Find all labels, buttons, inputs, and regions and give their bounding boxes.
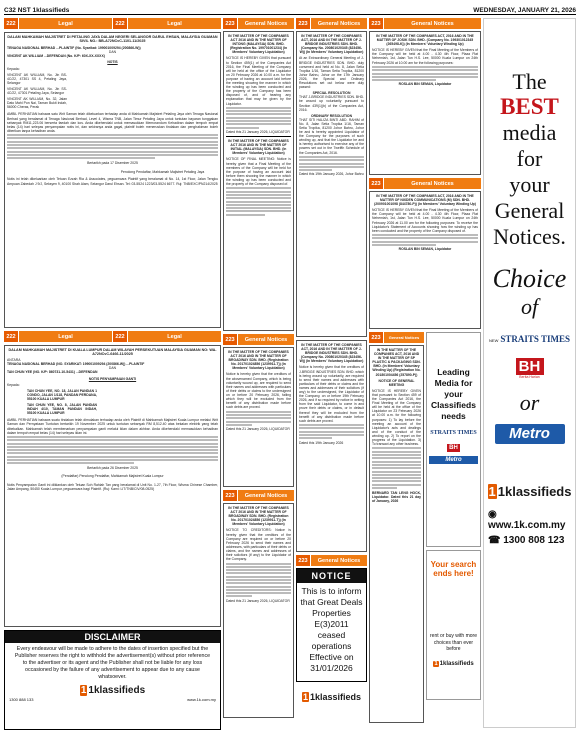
legal-column-2 [113, 18, 221, 32]
promo-notices: Notices. [493, 224, 566, 249]
legal-band-4 [113, 331, 221, 342]
notice-ad [296, 340, 367, 552]
band-label: General Notices [384, 178, 481, 189]
dan: DAN [108, 366, 117, 371]
address-2: VINCENT AK WILLIAM, No. Jln SS-4C/22, 47301 Petaling Jaya, Selangor [7, 86, 67, 96]
general-column-5 [369, 18, 481, 728]
logo-text: 1klassifieds [309, 692, 362, 702]
promo-media: media [502, 120, 557, 145]
band-label: General Notices [384, 332, 424, 343]
band-label: General Notices [238, 18, 294, 29]
plaintiff: TENAGA NASIONAL BERHAD ...PLAINTIF (No. Syarikat: 199001009294 (200866-W)) [7, 46, 141, 51]
general-band [223, 334, 294, 345]
phone-icon: ☎ [488, 535, 504, 546]
notice-title: IN THE MATTER OF THE COMPANIES ACT, 2016 AND IN THE MATTER OF SP PLASTIC & PACKAGING SDN. BHD. (In Members' Voluntary Winding Up) (Registration No. 201801004456 (257890-P)) [372, 348, 421, 377]
resolution-body: THAT SITI HALIZA BINTI ABD. RAHIM of No. 8, Jalan Setia Tropika 1/16, Taman Setia Tropika, 81200 Johor Bahru, Johor be and is hereby appointed Liquidator of the Company for the purposes of such winding up, and that the Liquidator be and is hereby authorised to exercise any of the powers set out in the Twelfth Schedule of the Companies Act, 2016. [299, 117, 364, 155]
header-right: WEDNESDAY, JANUARY 21, 2026 [473, 7, 576, 14]
notice-ad [369, 191, 481, 329]
plaintiff: TENAGA NASIONAL BERHAD (NO. SYARIKAT: 199001009294 (200866-W)) ...PLAINTIF [7, 362, 145, 367]
notice-sign: Dated this 21 January 2026, LIQUIDATOR [226, 427, 290, 432]
notice-body: NOTICE IS HEREBY GIVEN that pursuant to Section 459(1) of the Companies Act 2016, the Final Meeting of the Company will be held at the office of the Liquidator on 20 February 2026 at 10.00 a.m. for the purpose of having an account laid before the meeting showing the manner in which the winding up has been conducted and the property of the Company has been disposed of, and of hearing any explanation that may be given by the Liquidator. [226, 56, 291, 106]
notice-title: IN THE MATTER OF THE COMPANIES ACT 2016 AND IN THE MATTER OF BROADWAY SDN. BHD. (Registration No. 201701024856 (1239911-T)) (In Members' Voluntary Liquidation) [228, 350, 289, 371]
promo-or: or [519, 390, 540, 415]
legal-band-2 [113, 18, 221, 29]
globe-icon: ◉ [488, 509, 497, 520]
general-column-3 [223, 18, 294, 728]
body-continued [226, 411, 291, 426]
general-band [369, 332, 424, 343]
notice-title: IN THE MATTER OF THE COMPANIES ACT, 2016 AND IN THE MATTER OF J-BRIDGE INDUSTRIES SDN. BHD. (Company No. 200801020345 (823456-W)) (In Members' Voluntary Liquidation) [299, 34, 364, 55]
column-logo: 1 1klassifieds [302, 692, 362, 702]
notice-title: IN THE MATTER OF THE COMPANIES ACT 2016 AND IN THE MATTER OF INTONG (MALAYSIA) SDN. BHD. (Registration No. 199701001234) (In Members' Voluntary Liquidation) [228, 34, 289, 55]
best-media-promo [483, 18, 576, 728]
legal-date: Bertarikh pada 17 Disember 2025 [87, 161, 138, 166]
st-name: STRAITS TIMES [500, 334, 570, 344]
band-label: General Notices [311, 18, 367, 29]
notice-ad [223, 31, 294, 331]
notice-body: Notice is hereby given that the creditors of J-BRIDGE INDUSTRIES SDN. BHD. which is being wound up voluntarily, are required to send their names and addresses with particulars of their debts or claims and the names and addresses of their solicitors (if any) to the undersigned, the Liquidator of the Company, on or before 19th February 2026, and if so required by notice in writing from the said Liquidator, to come in and prove their debts or claims, or in default thereof they will be excluded from the benefit of any distribution made before such debts are proved. [299, 365, 364, 423]
notice-body: NOTICE IS HEREBY GIVEN that pursuant to Section 459 of the Companies Act 2016, the Final Meeting of the Company will be held at the office of the Liquidator on 23 February 2026 at 10.00 a.m. for the following purposes: 1) To lay before the meeting an account of the Liquidator's acts and dealings and of the conduct of the winding up. 2) To report on the progress of the Liquidation. 3) To transact any other business. [372, 388, 421, 447]
legal-ad-title: DALAM MAHKAMAH MAJISTRET DI PETALING JAYA DALAM NEGERI SELANGOR DARUL EHSAN, MALAYSIA GUAMAN SIVIL NO.: BB-A72NCvC-1101-11/2025 [7, 35, 218, 44]
metro-logo-big: Metro [495, 424, 565, 444]
notice-ad [369, 31, 481, 175]
band-number: 222 [113, 18, 127, 29]
general-band [223, 18, 294, 29]
defendant: VINCENT AK WILLIAM ...DEFENDAN (No. K/P: 60X-XX-XXXX) [7, 54, 105, 59]
band-number: 223 [296, 18, 310, 29]
legal-footer: Notis Penyampaian Ganti ini diiklankan oleh Tetuan Soh Rahlah Tan yang beralamat di Unit No. 1-27, 7th Floor, Wisma Chinese Chamber, Jalan Ampang, 50450 Kuala Lumpur, peguamcara bagi Plaintif. (Ruj: Kami: LIT/TNB/CIV/08-0525) [7, 482, 218, 491]
metro-logo: Metro [429, 456, 478, 464]
notice-title: IN THE MATTER OF THE COMPANIES ACT 2016 AND IN THE MATTER OF INITIAL (MALAYSIA) SDN. BHD. (In Members' Voluntary Liquidation) [228, 139, 289, 156]
body-continued [7, 436, 218, 464]
registrar: (Pendaftar) Penolong Pendaftar, Mahkamah Majistret Kuala Lumpur [61, 474, 164, 479]
kepada: Kepada: [7, 66, 20, 71]
promo-general: General [494, 198, 565, 223]
notice-ad [296, 31, 367, 337]
legal-band-3 [4, 331, 112, 342]
notice-sign: Dated this 19th January 2026 [299, 440, 344, 445]
legal-body: AMBIL PERHATIAN bahawa satu Writ Saman telah dikeluarkan terhadap anda di Mahkamah Majistret Petaling Jaya oleh Tenaga Nasional Berhad yang beralamat di Tenaga Nasional Berhad, Level 4, Wisma TNB, Jalan Timur Petaling Jaya untuk tuntutan bayaran tunggakan sebanyak RM11,223.06 berserta faedah dan kos. Anda dikehendaki untuk memasukkan Memorandum Kehadiran dalam tempoh empat belas (14) hari selepas penyampaian notis ini, dan sekiranya anda gagal, plaintif boleh meneruskan tindakan dan penghakiman boleh diberikan tanpa kehadiran anda. [7, 112, 218, 133]
legal-date: Bertarikh pada 26 Disember 2025 [87, 466, 138, 471]
straits-times-logo [484, 334, 575, 344]
band-number: 223 [369, 178, 383, 189]
body-continued [299, 156, 364, 171]
registrar: Penolong Pendaftar, Mahkamah Majistret Petaling Jaya [120, 170, 205, 175]
general-band [369, 18, 481, 29]
disclaimer-contacts [5, 697, 220, 702]
body-continued [226, 187, 291, 215]
address-1: TAN CHUN YEE, NO. 18, JALAN PANDAN 1 CONDO, JALAN 1/118, PANDAN PERDANA, 55100 KUALA LUMPUR [27, 388, 97, 401]
legal-ad-2 [4, 345, 221, 627]
promo-your: your [509, 172, 550, 197]
general-band [223, 490, 294, 501]
band-label: General Notices [311, 555, 367, 566]
band-number: 223 [296, 555, 310, 566]
notice-sign: ROSLAN BIN SEMAN, Liquidator [398, 247, 452, 252]
notice-sign: BERNARD TAN LENG HOCK, Liquidator. Dated this 21 day of January, 2026 [372, 491, 421, 504]
body-continued [299, 424, 364, 439]
promo-phone[interactable] [484, 535, 575, 546]
general-band [369, 178, 481, 189]
promo-choice: Choice [492, 264, 567, 293]
promo-web[interactable] [484, 509, 575, 531]
body-continued [7, 134, 218, 159]
notis-heading: NOTIS [107, 60, 118, 65]
band-number: 222 [113, 331, 127, 342]
resolution-body: THAT J-BRIDGE INDUSTRIES SDN. BHD. be wound up voluntarily pursuant to Section 439(1)(b) of the Companies Act, 2016. [299, 95, 364, 112]
new-label: NEW [489, 338, 499, 343]
split-right [426, 332, 481, 726]
promo-logo: 1 1klassifieds [488, 484, 572, 499]
header-left: C32 NST 1klassifieds [4, 7, 70, 14]
split-area [369, 332, 481, 726]
notice-title: IN THE MATTER OF THE COMPANIES ACT 2016 AND IN THE MATTER OF BROADWAY SDN. BHD. (Registration No. 201701024856 (1239911-T)) (In Members' Voluntary Liquidation) [228, 506, 289, 527]
promo-phone-text: 1300 808 123 [503, 535, 565, 546]
legal-ad-title: DALAM MAHKAMAH MAJISTRET DI KUALA LUMPUR DALAM WILAYAH PERSEKUTUAN MALAYSIA GUAMAN NO: WA-A72NCvC-6466-11/2025 [8, 348, 217, 357]
legal-band-row-2 [4, 331, 221, 343]
legal-body: AMBIL PERHATIAN bahawa suatu tindakan telah dimulakan terhadap anda oleh Plaintif di Mahkamah Majistret Kuala Lumpur melalui Writ Saman dan Pernyataan Tuntutan bertarikh 19 November 2025 untuk tuntutan sebanyak RM 8,512.40 atas bekalan elektrik yang telah dibekalkan. Mahkamah telah membenarkan penyampaian ganti melalui iklan dalam akhbar. Anda dikehendaki memasukkan kehadiran dalam tempoh empat belas (14) hari selepas iklan ini. [7, 418, 218, 435]
notice-ad [223, 503, 294, 718]
band-number: 223 [369, 18, 383, 29]
notice-body: At an Extraordinary General Meeting of J-BRIDGE INDUSTRIES SDN. BHD. duly convened and held at No. 8, Jalan Setia Tropika 1/16, Taman Setia Tropika, 81200 Johor Bahru, Johor on the 17th January 2026, the Special and Ordinary Resolutions set out below were duly passed: [299, 56, 364, 90]
notis-heading: NOTIS PENYAMPAIAN GANTI [88, 376, 137, 381]
notice-body: Notice is hereby given that the creditors of the abovenamed Company, which is being voluntarily wound up, are required to send their names and addresses with particulars of their debts or claims to the undersigned on or before 20 February 2026, failing which they will be excluded from the benefit of any distribution made before such debts are proved. [226, 372, 291, 410]
band-label: Legal [128, 18, 221, 29]
band-number: 223 [223, 490, 237, 501]
disclaimer-box [4, 630, 221, 730]
logo-text: 1klassifieds [439, 660, 474, 667]
band-label: General Notices [384, 18, 481, 29]
band-number: 223 [369, 332, 383, 343]
body-continued [226, 107, 291, 129]
search-promo-sub: rent or buy with more choices than ever before [430, 633, 477, 652]
notice-body: NOTICE IS HEREBY GIVEN that the Final Meeting of the Members of the Company will be held at 4.00 - 4.30 4th Floor, Plaza Flat Nehemiah, 1st, Jalan Tun H.S. Lee, 50000 Kuala Lumpur on 24th February 2026 at 11.00 am for the following purposes: To receive the Liquidator's Statement of Accounts showing how the winding up has been conducted and the property of the Company disposed of. [372, 208, 478, 233]
band-label: General Notices [238, 334, 294, 345]
band-label: Legal [19, 331, 112, 342]
band-number: 223 [223, 18, 237, 29]
general-column-4 [296, 18, 367, 728]
notice-title: IN THE MATTER OF THE COMPANIES ACT, 2016 AND IN THE MATTER OF JOSIK SDN. BHD. (Company No. 199301012345 (265498-K)) (In Members' Voluntary Winding Up) [376, 34, 474, 47]
notice-body: NOTICE IS HEREBY GIVEN that the Final Meeting of the Members of the Company will be held at 4.00 - 4.30 4th Floor, Plaza Flat Nehemiah, 1st, Jalan Tun H.S. Lee, 50000 Kuala Lumpur on 24th February 2026 at 10.00 am for the following purposes: [372, 48, 478, 65]
general-band [296, 18, 367, 29]
kepada: Kepada: [7, 382, 20, 387]
body-continued [372, 66, 478, 81]
bh-logo-big [516, 358, 544, 380]
band-number: 222 [4, 331, 18, 342]
address-2: TAN CHUN YEE, NO. 8, JALAN PANDAN INDAH 4/10, TAMAN PANDAN INDAH, 55100 KUALA LUMPUR [27, 403, 97, 416]
band-label: Legal [128, 331, 221, 342]
resolution-heading: ORDINARY RESOLUTION [310, 113, 353, 118]
notice-sign: Dated this 21 January 2026, LIQUIDATOR [226, 129, 290, 134]
resolution-heading: SPECIAL RESOLUTION [312, 91, 351, 96]
web-text: www.1k.com.my [187, 697, 216, 702]
band-number: 223 [223, 334, 237, 345]
leading-media-promo [426, 332, 481, 547]
logo-text: 1klassifieds [497, 484, 572, 499]
promo-web-text: www.1k.com.my [488, 520, 566, 531]
legal-ad-1 [4, 32, 221, 328]
disclaimer-body: Every endeavour will be made to adhere to the dates of insertion specified but the Publisher reserves the right to withhold the advertisement(s) without prior reference to the advertiser or its agent and the Publisher shall not be liable for any loss occasioned by the failure of any advertisement to appear due to any cause whatsoever. [14, 646, 211, 680]
band-label: Legal [19, 18, 112, 29]
bh-logo: BH [449, 445, 458, 451]
search-promo-logo: 1 1klassifieds [434, 660, 474, 667]
disclaimer-logo: 1 1klassifieds [80, 685, 146, 696]
notice-heading: NOTICE OF GENERAL MEETING [378, 378, 415, 387]
band-label: General Notices [238, 490, 294, 501]
notice-ad [223, 347, 294, 487]
body-continued [372, 447, 421, 489]
address-3: VINCENT AK WILLIAM, No. 32, Jalan Dato Mahl Pon Nai, Taman Bukit Indah, 56000 Cheras, Perak [7, 97, 67, 110]
promo-best: BEST [500, 94, 559, 119]
notice-sign: ROSLAN BIN SEMAN, Liquidator [398, 82, 452, 87]
legal-footer: Notis ini telah dikeluarkan oleh Tetuan Ezzah Ria & Associates, peguamcara Plaintif yang beralamat di No. 14, 1st Floor, Jalan Tengku Ampuan Zabedah J 9/J, Seksyen 9, 40100 Shah Alam, Selangor Darul Ehsan. Tel: 03-5524 1223/03-5524 6677. Ruj: TNB/EXC/PN214/2025 [7, 177, 218, 186]
search-promo-text: Your search ends here! [430, 560, 477, 578]
body-continued [226, 563, 291, 598]
cessation-body: This is to inform that Great Deals Properties E(3)2011 ceased operations Effective on 31/01/2026 [300, 586, 363, 673]
phone-text: 1300 888 133 [9, 697, 34, 702]
promo-the: The [512, 69, 547, 94]
page-header [4, 4, 576, 15]
general-band [296, 555, 367, 566]
promo-text: Leading Media for your Classifieds needs [431, 367, 476, 421]
address-1: VINCENT AK WILLIAM, No. Jln BS-4C/22, 47301 SS 4, Petaling Jaya, Selangor [7, 72, 67, 85]
band-number: 222 [4, 18, 18, 29]
body-continued [372, 234, 478, 246]
notice-body: NOTICE TO CREDITORS: Notice is hereby given that the creditors of the Company are required on or before 20 February 2026 to send their names and addresses, with particulars of their debts or claims, and the names and addresses of their solicitors (if any) to the Liquidator of the Company. [226, 528, 291, 562]
disclaimer-title: DISCLAIMER [5, 631, 220, 643]
legal-band [4, 18, 112, 29]
st-logo: STRAITS TIMES [430, 430, 477, 436]
logo-text: 1klassifieds [88, 685, 146, 696]
bh-subtitle: Berita Harian [516, 375, 544, 380]
promo-for: for [516, 146, 543, 171]
defendant: TAN CHUN YEE (NO. K/P: 860731-10-5431) ...DEFENDAN [7, 370, 98, 375]
notice-sign: Dated this 21 January 2026, LIQUIDATOR [226, 598, 290, 603]
notice-title: IN THE MATTER OF THE COMPANIES ACT, 2016 AND IN THE MATTER OF J-BRIDGE INDUSTRIES SDN. BHD. (Company No. 200801020345 (823456-W)) (In Members' Voluntary Liquidation) [299, 343, 364, 364]
notice-sign: Dated this 19th January 2026, Johor Bahru [299, 172, 364, 177]
cessation-notice [296, 568, 367, 682]
notice-ad [369, 345, 424, 723]
notice-title: IN THE MATTER OF THE COMPANIES ACT, 2016 AND IN THE MATTER OF NIXDEN COMMUNICATIONS (M) SDN. BHD. (200901001098 (844780-P)) (In Members' Voluntary Winding Up) [374, 194, 476, 207]
bh-letters: BH [518, 358, 541, 375]
cessation-title: NOTICE [297, 569, 366, 583]
split-left [369, 332, 424, 726]
antara: ANTARA [7, 358, 21, 363]
notice-body: NOTICE OF FINAL MEETING: Notice is hereby given that a Final Meeting of the members of the Company will be held for the purpose of having an account laid before them showing the manner in which the winding up has been conducted and the property of the Company disposed of. [226, 157, 291, 186]
promo-of: of [520, 294, 539, 319]
search-promo [426, 550, 481, 700]
dan: DAN [108, 50, 117, 55]
